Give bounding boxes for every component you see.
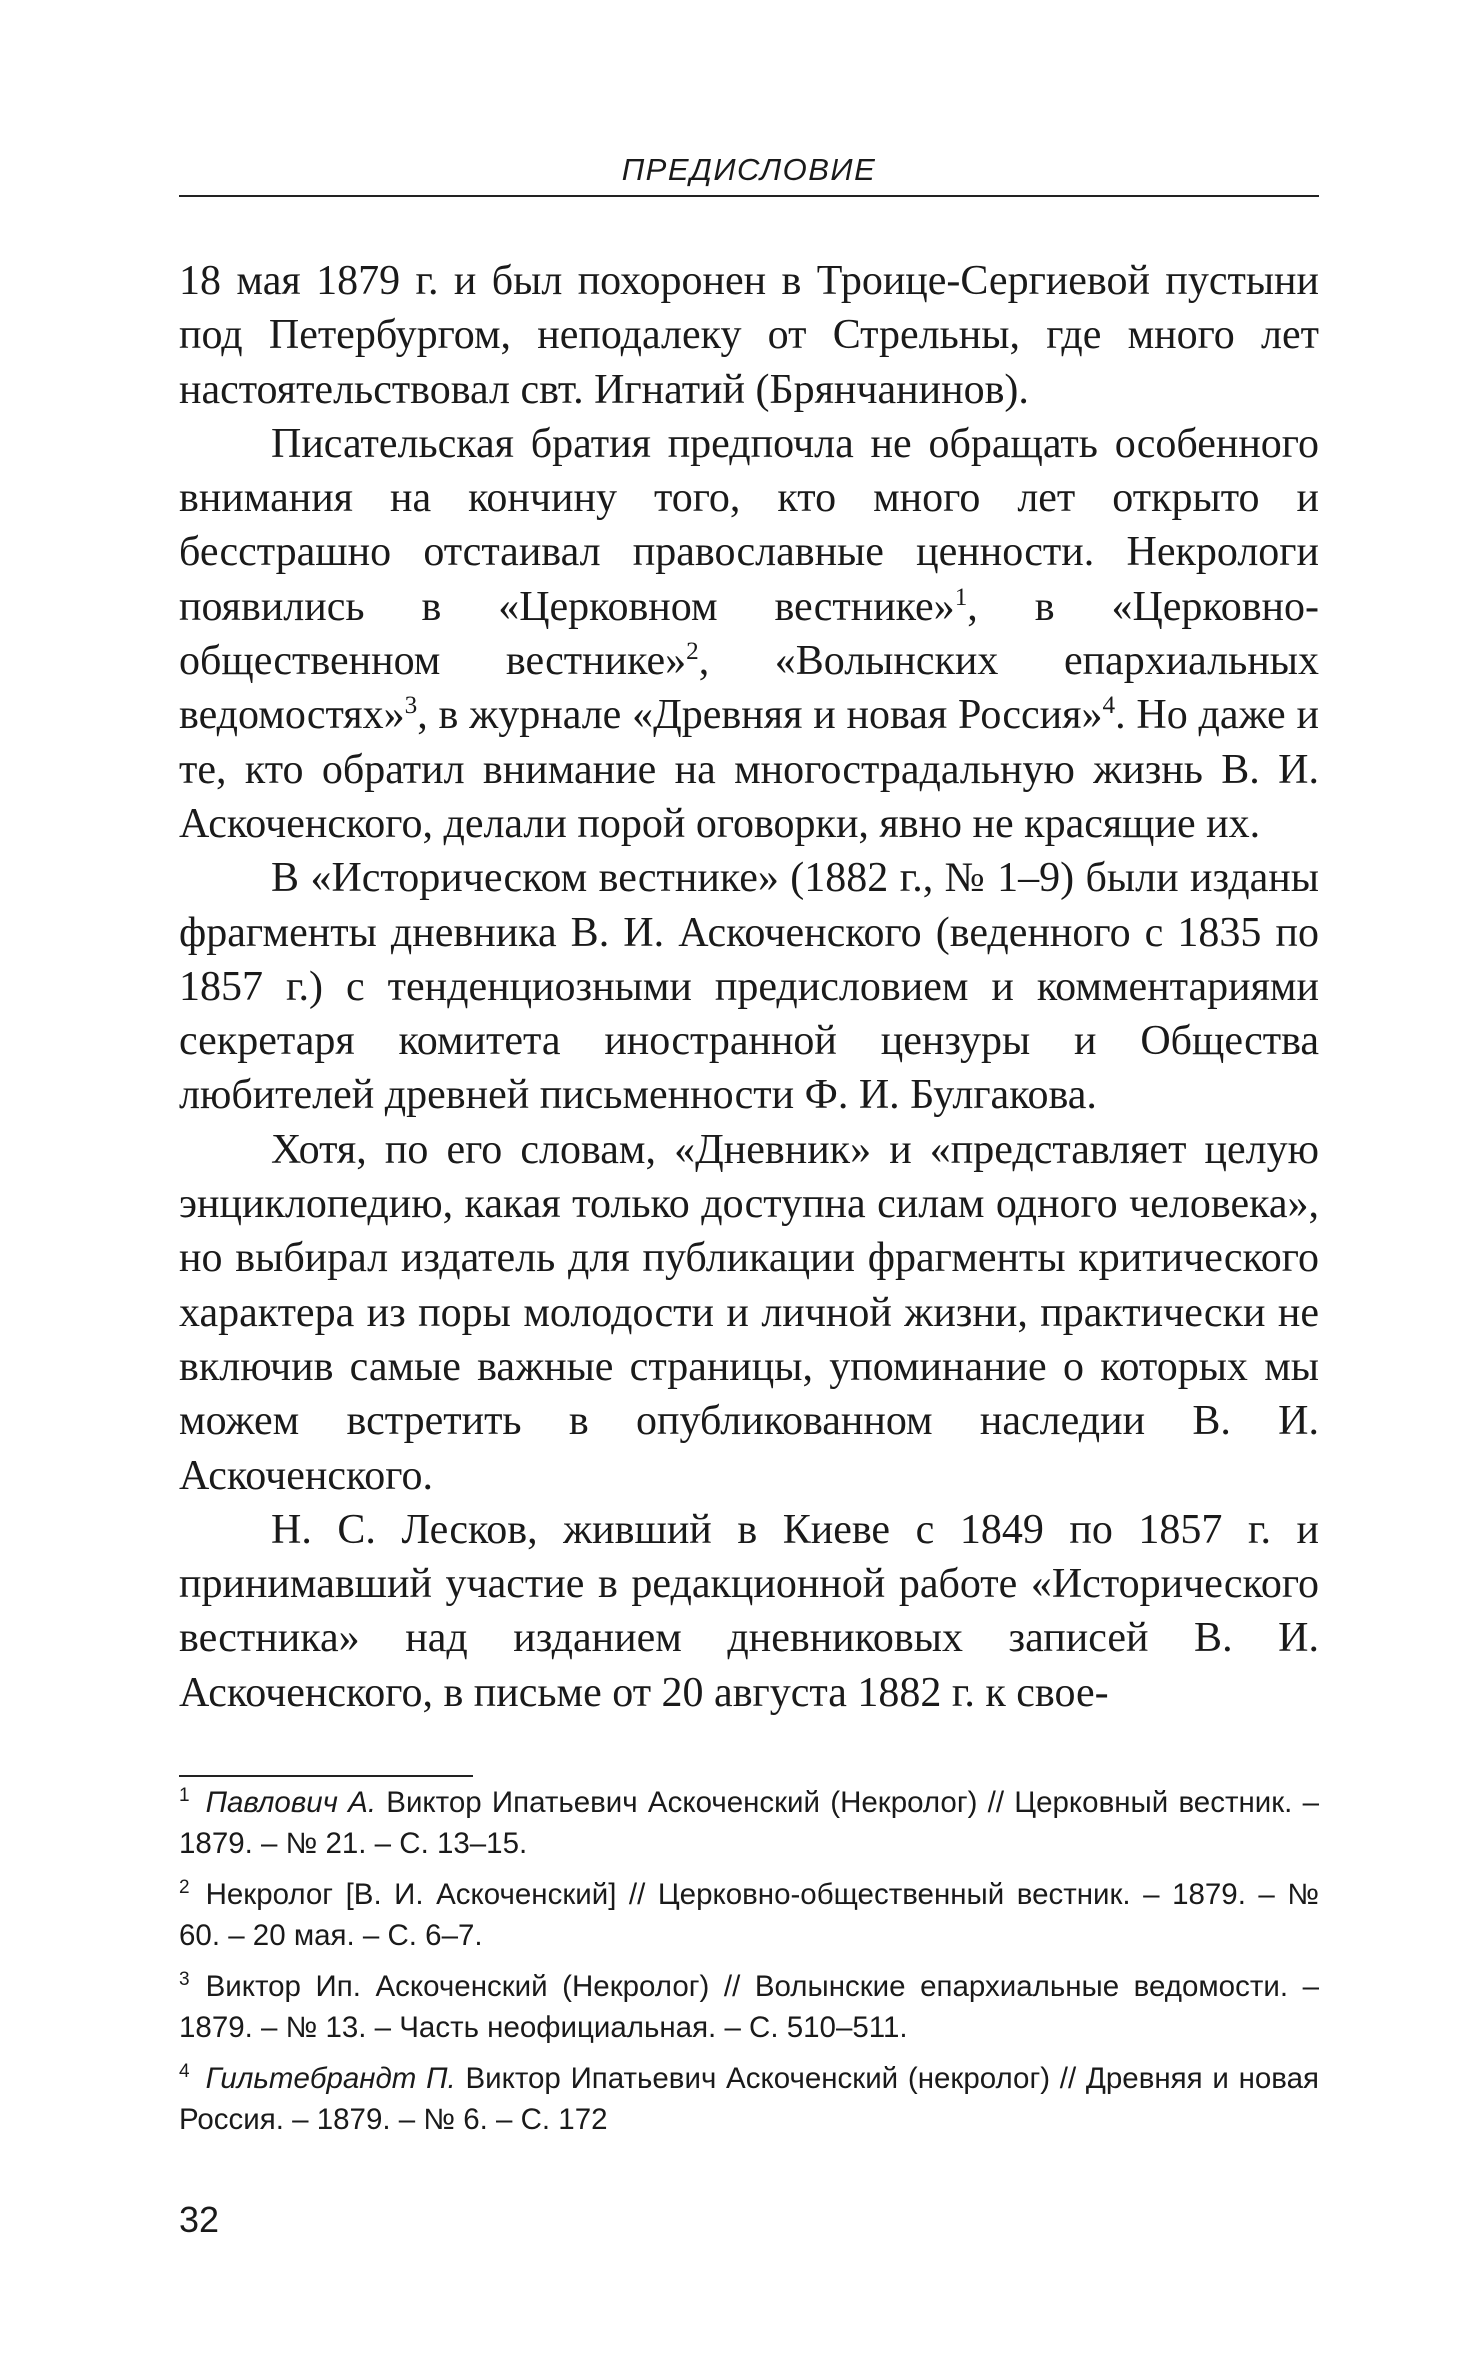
footnote-number: 1 — [179, 1785, 190, 1807]
footnote-text: Некролог [В. И. Аскоченский] // Церковно-общественный вестник. – 1879. – № 60. – 20 мая. – С. 6–7. — [179, 1878, 1319, 1952]
footnote-text: Виктор Ип. Аскоченский (Некролог) // Волынские епархиальные ведомости. – 1879. – № 13. – Часть неофициальная. – С. 510–511. — [179, 1970, 1319, 2044]
paragraph-2-part-c: , «Волынских епархиальных ведомостях» — [179, 638, 1319, 739]
footnote-ref-4[interactable]: 4 — [1102, 692, 1116, 720]
paragraph-2-part-a: Писательская братия предпочла не обращать особенного внимания на кончину того, кто много лет открыто и бесстрашно отстаивал православные ценности. Некрологи появились в «Церковном вестнике» — [179, 420, 1319, 630]
footnote-3 — [179, 1966, 1319, 2048]
paragraph-1: 18 мая 1879 г. и был похоронен в Троице-Сергиевой пустыни под Петербургом, неподалеку от Стрельны, где много лет настоятельствовал свт. Игнатий (Брянчанинов). — [179, 258, 1319, 413]
footnote-author: Гильтебрандт П. — [205, 2062, 456, 2095]
footnote-ref-2[interactable]: 2 — [686, 638, 699, 666]
paragraph-5: Н. С. Лесков, живший в Киеве с 1849 по 1857 г. и принимавший участие в редакционной работе «Исторического вестника» над изданием дневниковых записей В. И. Аскоченского, в письме от 20 августа 1882 г. к свое- — [179, 1506, 1319, 1716]
footnote-number: 3 — [179, 1969, 190, 1991]
footnote-number: 4 — [179, 2061, 190, 2083]
header-rule — [179, 195, 1319, 197]
footnotes — [179, 1782, 1319, 2150]
paragraph-2-part-e: . Но даже и те, кто обратил внимание на многострадальную жизнь В. И. Аскоченского, делали порой оговорки, явно не красящие их. — [179, 692, 1319, 847]
footnote-rule — [179, 1775, 473, 1777]
footnote-ref-1[interactable]: 1 — [954, 583, 968, 611]
running-head: ПРЕДИСЛОВИЕ — [621, 152, 877, 187]
footnote-number: 2 — [179, 1877, 190, 1899]
paragraph-2-part-d: , в журнале «Древняя и новая Россия» — [417, 692, 1103, 739]
footnote-text: Виктор Ипатьевич Аскоченский (некролог) // Древняя и новая Россия. – 1879. – № 6. – С. 172 — [179, 2062, 1319, 2136]
footnote-2 — [179, 1874, 1319, 1956]
footnote-author: Павлович А. — [205, 1786, 377, 1819]
footnote-ref-3[interactable]: 3 — [404, 692, 418, 720]
footnote-1 — [179, 1782, 1319, 1864]
footnote-4 — [179, 2058, 1319, 2140]
paragraph-2 — [179, 417, 1319, 851]
footnote-text: Виктор Ипатьевич Аскоченский (Некролог) // Церковный вестник. – 1879. – № 21. – С. 13–15. — [179, 1786, 1320, 1860]
page-number: 32 — [179, 2199, 220, 2240]
main-text — [179, 254, 1319, 1720]
paragraph-4: Хотя, по его словам, «Дневник» и «представляет целую энциклопедию, какая только доступна силам одного человека», но выбирал издатель для публикации фрагменты критического характера из поры молодости и личной жизни, практически не включив самые важные страницы, упоминание о которых мы можем встретить в опубликованном наследии В. И. Аскоченского. — [179, 1126, 1319, 1499]
paragraph-2-part-b: , в «Церковно-общественном вестнике» — [179, 583, 1319, 685]
paragraph-3: В «Историческом вестнике» (1882 г., № 1–9) были изданы фрагменты дневника В. И. Аскоченского (веденного с 1835 по 1857 г.) с тенденциозными предисловием и комментариями секретаря комитета иностранной цензуры и Общества любителей древней письменности Ф. И. Булгакова. — [179, 855, 1319, 1119]
